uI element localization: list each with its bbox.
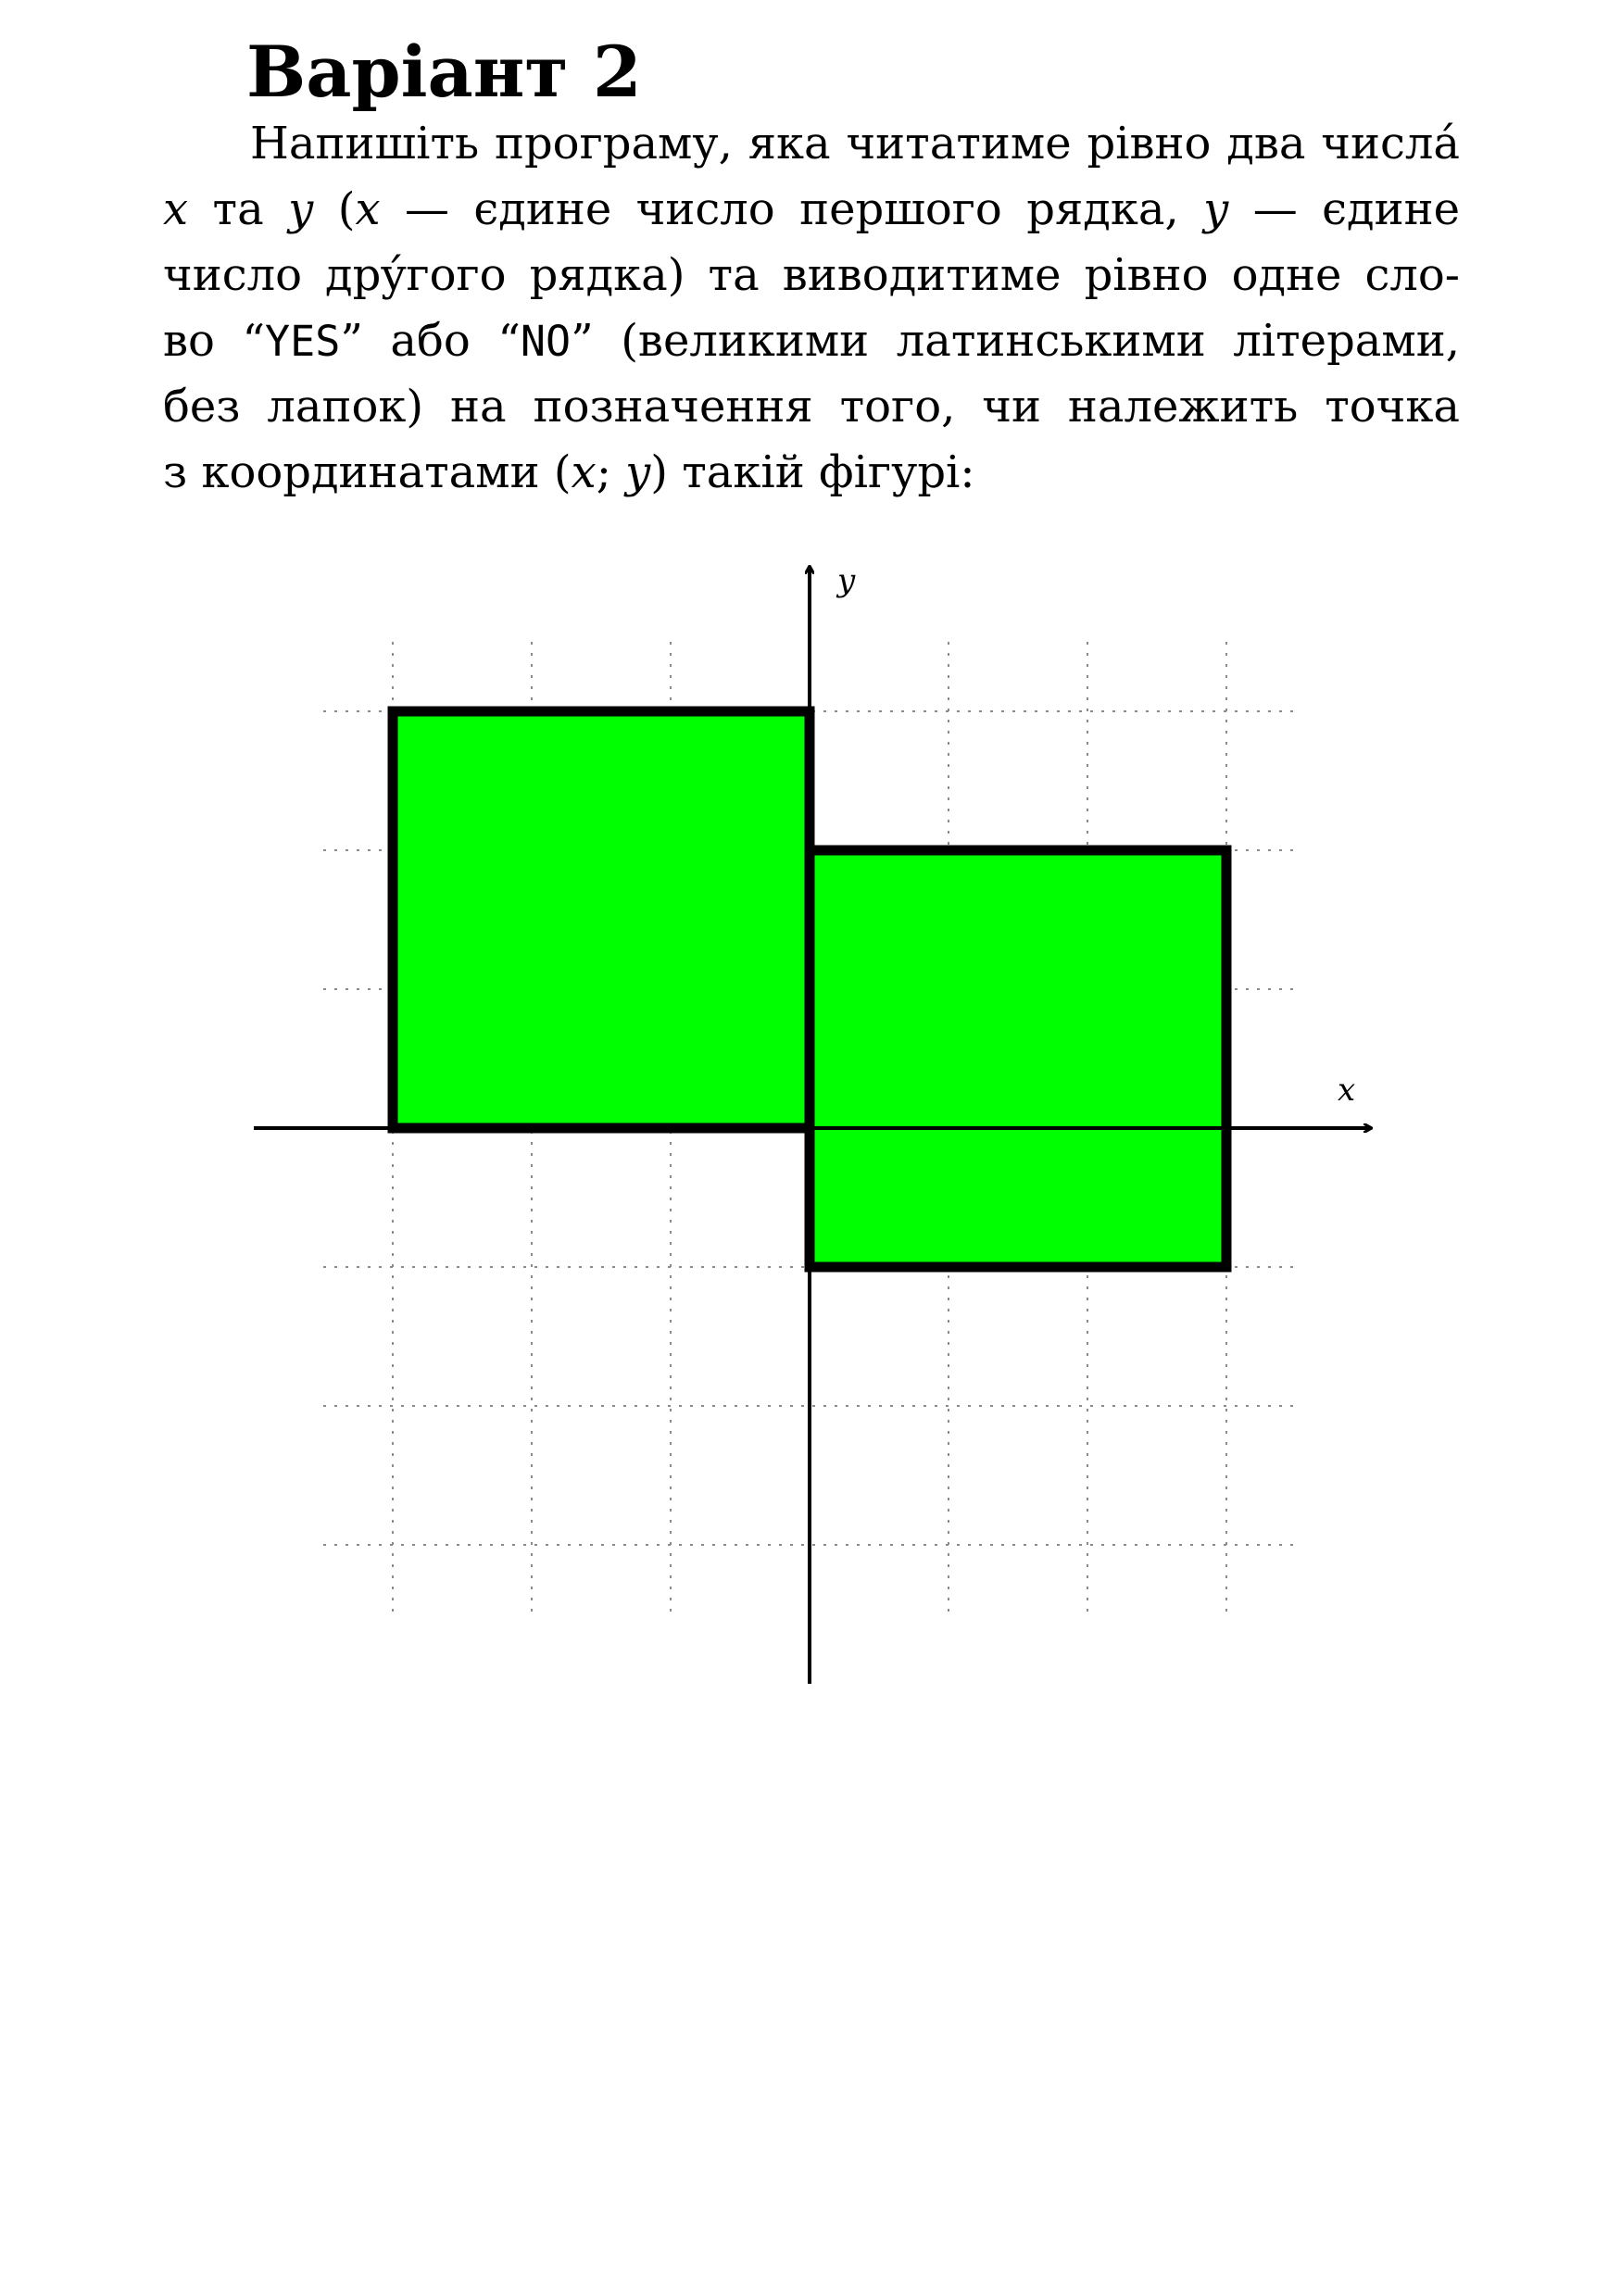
text-latin: ” (великими латинськими літерами, (571, 315, 1460, 367)
var-x: x (163, 183, 189, 235)
y-axis-label: y (837, 562, 856, 599)
statement-line-3: число дрýгого рядка) та виводитиме рівно одне сло- (163, 249, 1460, 301)
var-x: x (355, 183, 381, 235)
text-abo: ” або “ (340, 315, 521, 367)
text-ta: та (188, 183, 289, 235)
statement-line-1: Напишіть програму, яка читатиме рівно два числá (250, 118, 1460, 169)
text-mid: — єдине число першого рядка, (380, 183, 1204, 235)
no-word: NO (520, 317, 572, 366)
var-y: y (1203, 183, 1229, 235)
variant-title: Варіант 2 (246, 31, 642, 113)
text-open: ( (313, 183, 356, 235)
var-y: y (625, 446, 651, 498)
text-coords: з координатами ( (163, 446, 572, 498)
statement-line-5: без лапок) на позначення того, чи належить точка (163, 381, 1460, 433)
text-vo: во “ (163, 315, 266, 367)
yes-word: YES (265, 317, 341, 366)
text-sep: ; (596, 446, 626, 498)
shaded-region-2 (810, 850, 1226, 1267)
var-y: y (288, 183, 314, 235)
text-figure: ) такій фігурі: (650, 446, 975, 498)
text-end: — єдине (1228, 183, 1460, 235)
x-axis-label: x (1338, 1072, 1356, 1109)
var-x: x (571, 446, 597, 498)
shaded-region-1 (393, 711, 810, 1128)
